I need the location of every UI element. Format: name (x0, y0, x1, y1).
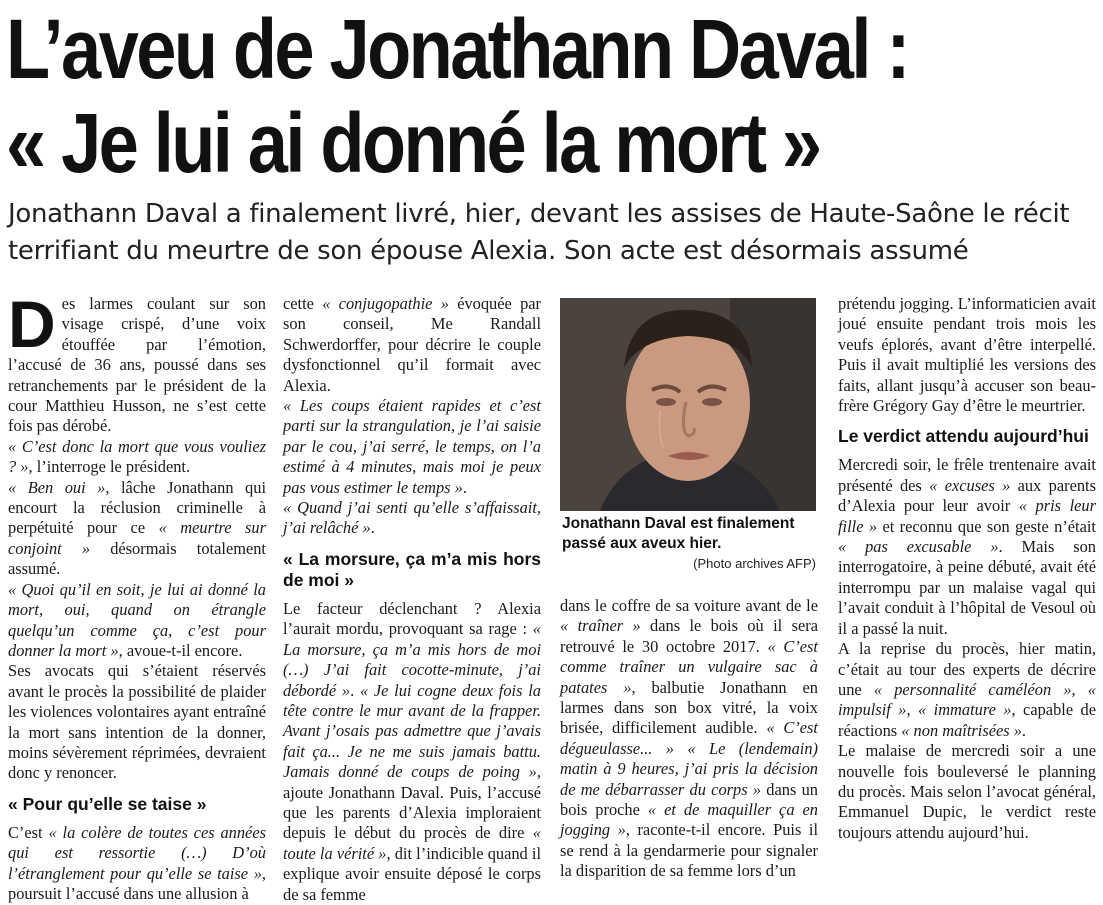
article-column-1 (8, 287, 266, 903)
paragraph: Le facteur déclenchant ? Alexia l’aurait mordu, provoquant sa rage : « La morsure, ça m’a mis hors de moi (…) J’ai fait cocotte-minute, j’ai débordé ». « Je lui cogne deux fois la tête contre le mur avant de la frapper. Avant j’osais pas admettre que j’avais fait ça... Je ne me suis jamais battu. Jamais donné de coups de poing », ajoute Jonathann Daval. Puis, l’accusé que les parents d’Alexia imploraient depuis le début du procès de dire « toute la vérité », dit l’indicible quand il explique avoir ensuite déposé le corps de sa femme (283, 598, 541, 904)
standfirst: Jonathann Daval a finalement livré, hier, devant les assises de Haute-Saône le récit terrifiant du meurtre de son épouse Alexia. Son acte est désormais assumé (8, 199, 1070, 266)
defendant-photo (560, 298, 816, 511)
quote: « traîner » (560, 616, 641, 636)
quote: « immature » (918, 700, 1012, 720)
headline-line-2: « Je lui ai donné la mort » (6, 96, 820, 190)
quote: « C’est comme traîner un vulgaire sac à patates » (560, 636, 818, 697)
paragraph: « C’est donc la mort que vous vouliez ? », l’interroge le président. (8, 436, 266, 477)
photo-caption: Jonathann Daval est finalement passé aux aveux hier. (562, 515, 795, 552)
paragraph: A la reprise du procès, hier matin, c’était au tour des experts de décrire une « personnalité caméléon », « impulsif », « immature », capable de réactions « non maîtrisées ». (838, 639, 1097, 740)
quote: « Ben oui » (8, 477, 106, 497)
quote: « C’est dégueulasse... » « Le (lendemain) matin à 9 heures, j’ai pris la décision de me débarrasser du corps » (560, 718, 818, 799)
paragraph: Mercredi soir, le frêle trentenaire avait présenté des « excuses » aux parents d’Alexia pour leur avoir « pris leur fille » et reconnu que son geste n’était « pas excusable ». Mais son interrogatoire, à peine débuté, avait été interrompu par un malaise vagal qui l’avait conduit à l’hôpital de Vesoul où il a passé la nuit. (838, 455, 1097, 638)
article-column-2 (283, 294, 541, 904)
paragraph: dans le coffre de sa voiture avant de le « traîner » dans le bois où il sera retrouvé le 30 octobre 2017. « C’est comme traîner un vulgaire sac à patates », balbutie Jonathann en larmes dans son box vitré, la voix brisée, difficilement audible. « C’est dégueulasse... » « Le (lendemain) matin à 9 heures, j’ai pris la décision de me débarrasser du corps » dans un bois proche « et de maquiller ça en jogging », raconte-t-il encore. Puis il se rend à la gendarmerie pour signaler la disparition de sa femme lors d’un (560, 596, 818, 881)
quote: « toute la vérité » (283, 823, 541, 863)
paragraph: Des larmes coulant sur son visage crispé, d’une voix étouffée par l’émotion, l’accusé de 36 ans, poussé dans ses retranchements par le président de la cour Matthieu Husson, ne s’est cette fois pas dérobé. (8, 287, 266, 436)
paragraph: Le malaise de mercredi soir a une nouvelle fois bouleversé le planning du procès. Mais selon l’avocat général, Emmanuel Dupic, le verdict reste toujours attendu aujourd’hui. (838, 741, 1096, 842)
drop-cap: D (8, 287, 56, 361)
paragraph: C’est « la colère de toutes ces années qui est ressortie (…) D’où l’étranglement pour qu’elle se taise », poursuit l’accusé dans une allusion à (8, 822, 266, 903)
quote: « C’est donc la mort que vous vouliez ? » (8, 436, 266, 477)
paragraph: cette « conjugopathie » évoquée par son conseil, Me Randall Schwerdorffer, pour décrire le couple dysfonctionnel qu’il formait avec Alexia. (283, 294, 541, 395)
paragraph: « Les coups étaient rapides et c’est parti sur la strangulation, je l’ai saisie par le cou, j’ai serré, le temps, on l’a estimé à 4 minutes, mais moi je peux pas vous estimer le temps ». (283, 396, 541, 497)
quote: « Quoi qu’il en soit, je lui ai donné la mort, oui, quand on étrangle quelqu’un comme ça, c’est pour donner la mort » (8, 579, 266, 660)
paragraph: « Quoi qu’il en soit, je lui ai donné la mort, oui, quand on étrangle quelqu’un comme ça, c’est pour donner la mort », avoue-t-il encore. (8, 579, 266, 660)
quote: « Les coups étaient rapides et c’est parti sur la strangulation, je l’ai saisie par le cou, j’ai serré, le temps, on l’a estimé à 4 minutes, mais moi je peux pas vous estimer le temps » (283, 396, 541, 497)
headline-line-1: L’aveu de Jonathann Daval : (6, 2, 908, 96)
portrait-illustration (560, 298, 816, 511)
subheading: « Pour qu’elle se taise » (8, 793, 207, 814)
quote: « meurtre sur conjoint » (8, 518, 266, 558)
quote: « conjugopathie » (322, 294, 449, 313)
quote: « la colère de toutes ces années qui est ressortie (…) D’où l’étranglement pour qu’elle se taise » (8, 822, 266, 883)
subheading: « La morsure, ça m’a mis hors de moi » (283, 548, 541, 590)
headline (6, 2, 948, 190)
quote: « non maîtrisées » (901, 720, 1022, 740)
paragraph: Ses avocats qui s’étaient réservés avant le procès la possibilité de plaider les violences volontaires ayant entraîné la mort sans intention de la donner, moins sévèrement réprimées, devraient donc y renoncer. (8, 661, 266, 783)
quote: « Je lui cogne deux fois la tête contre le mur avant de la frapper. Avant j’osais pas admettre que j’avais fait ça... Je ne me suis jamais battu. Jamais donné de coups de poing » (283, 680, 541, 782)
quote: « pas excusable » (838, 537, 999, 557)
article-column-3 (560, 596, 818, 881)
quote: « personnalité caméléon » (873, 679, 1072, 699)
quote: « et de maquiller ça en jogging » (560, 800, 818, 840)
paragraph: « Quand j’ai senti qu’elle s’affaissait, j’ai relâché ». (283, 498, 541, 538)
quote: « impulsif » (838, 679, 1096, 720)
paragraph: « Ben oui », lâche Jonathann qui encourt la réclusion criminelle à perpétuité pour ce « meurtre sur conjoint » désormais totalement assumé. (8, 477, 266, 579)
paragraph: prétendu jogging. L’informaticien avait joué ensuite pendant trois mois les veufs éplorés, avant d’être interpellé. Puis il avait multiplié les versions des faits, allant jusqu’à accuser son beau-frère Grégory Gay d’être le meurtrier. (838, 294, 1096, 416)
subheading: Le verdict attendu aujourd’hui (838, 426, 1089, 447)
quote: « pris leur fille » (838, 496, 1096, 536)
quote: « Quand j’ai senti qu’elle s’affaissait, j’ai relâché » (283, 498, 541, 538)
photo-credit: (Photo archives AFP) (693, 556, 816, 571)
quote: « excuses » (929, 475, 1011, 495)
quote: « La morsure, ça m’a mis hors de moi (…) J’ai fait cocotte-minute, j’ai débordé » (283, 619, 541, 700)
article-column-4 (838, 294, 1096, 872)
